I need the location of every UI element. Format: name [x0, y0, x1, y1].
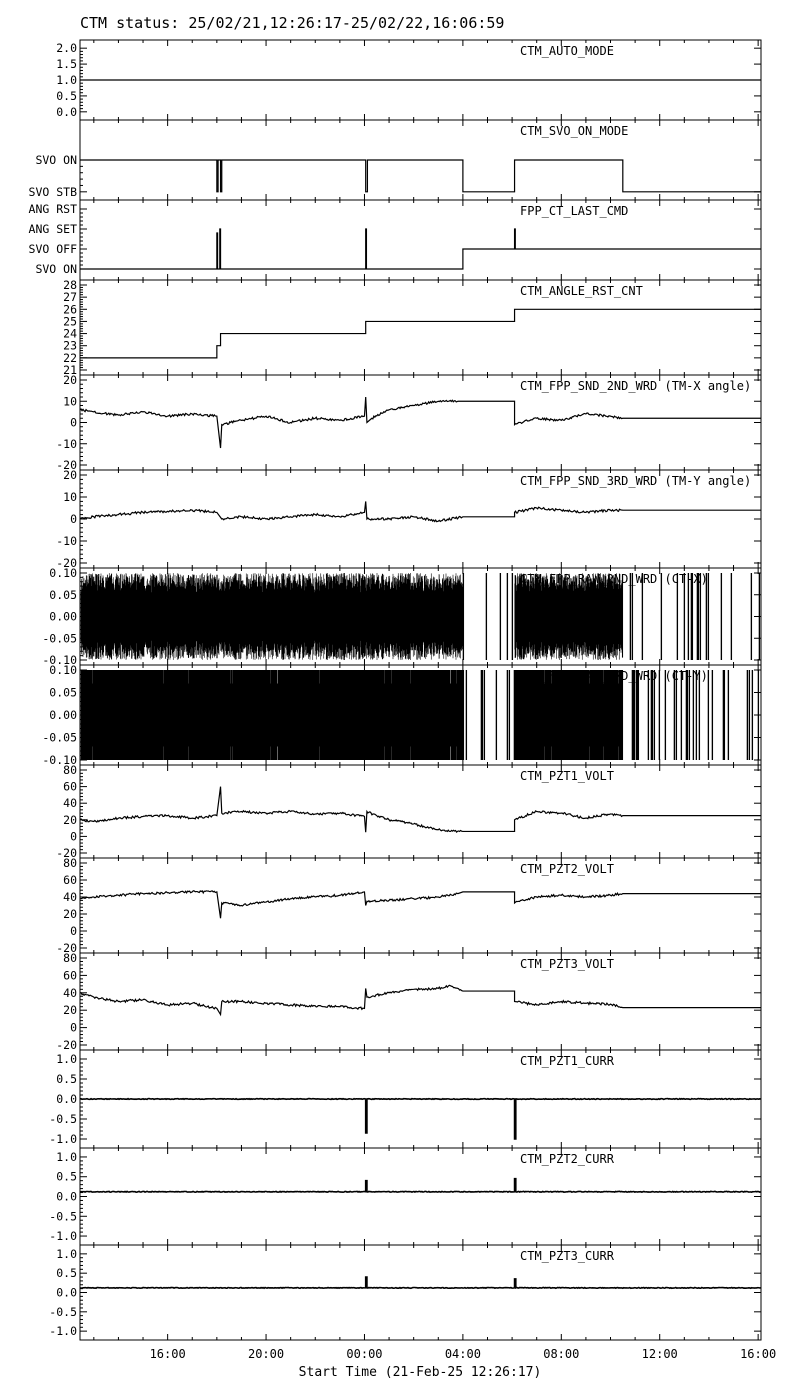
y-tick-label: 20 [63, 468, 77, 482]
series-line [80, 891, 761, 918]
y-tick-label: 1.0 [56, 1246, 77, 1261]
panel [56, 763, 761, 860]
x-tick-label: 08:00 [543, 1347, 580, 1361]
y-tick-label: 0 [70, 512, 77, 526]
panel [49, 1245, 761, 1340]
x-axis-label: Start Time (21-Feb-25 12:26:17) [298, 1365, 542, 1380]
y-tick-label: -0.5 [49, 1112, 77, 1126]
y-tick-label: SVO STB [28, 184, 77, 199]
y-tick-label: 1.5 [56, 57, 77, 72]
y-tick-label: 80 [63, 856, 77, 870]
x-tick-label: 16:00 [740, 1347, 777, 1361]
series-line [80, 397, 761, 448]
panel-title: CTM_FPP_SND_3RD_WRD (TM-Y angle) [520, 474, 752, 488]
panel-title: CTM_FPP_RAW_3RD_WRD (CT-Y) [520, 669, 708, 683]
y-tick-label: SVO ON [35, 153, 77, 167]
series-line [80, 787, 761, 833]
y-tick-label: 0.05 [49, 685, 77, 700]
panel-frame [80, 280, 761, 375]
y-tick-label: -0.10 [42, 753, 77, 767]
series-line [80, 1277, 761, 1288]
panel-title: CTM_FPP_RAW_2ND_WRD (CT-X) [520, 572, 708, 586]
y-tick-label: 0.00 [49, 708, 77, 722]
panel [63, 278, 761, 377]
panel-title: CTM_AUTO_MODE [520, 44, 614, 58]
panel-title: CTM_PZT3_CURR [520, 1249, 614, 1263]
y-tick-label: 0.5 [56, 88, 77, 103]
y-tick-label: 20 [63, 907, 77, 921]
panel-frame [80, 1245, 761, 1340]
y-tick-label: 1.0 [56, 73, 77, 87]
y-tick-label: -20 [56, 458, 77, 472]
panel-title: CTM_PZT1_VOLT [520, 769, 614, 783]
x-tick-label: 16:00 [149, 1347, 186, 1361]
y-tick-label: ANG SET [28, 222, 77, 236]
y-tick-label: 0.0 [56, 1189, 77, 1204]
y-tick-label: 60 [63, 968, 77, 983]
y-tick-label: SVO OFF [28, 242, 77, 256]
y-tick-label: -20 [56, 846, 77, 860]
y-tick-label: SVO ON [35, 262, 77, 276]
panel-title: CTM_PZT3_VOLT [520, 957, 614, 971]
y-tick-label: 0.5 [56, 1072, 77, 1086]
x-tick-label: 04:00 [444, 1347, 481, 1361]
y-tick-label: 2.0 [56, 41, 77, 56]
y-tick-label: 28 [63, 278, 77, 292]
y-tick-label: 1.0 [56, 1149, 77, 1164]
y-tick-label: 40 [63, 796, 77, 811]
panel [49, 1148, 761, 1245]
panel-title: CTM_PZT1_CURR [520, 1054, 614, 1068]
x-tick-label: 00:00 [346, 1347, 383, 1361]
y-tick-label: 0 [70, 1020, 77, 1035]
series-line [80, 1179, 761, 1192]
panel-title: CTM_FPP_SND_2ND_WRD (TM-X angle) [520, 379, 752, 393]
y-tick-label: 10 [63, 490, 77, 504]
panel [42, 566, 761, 667]
panel-frame [80, 1148, 761, 1245]
series-line [80, 160, 761, 192]
y-tick-label: 27 [63, 290, 77, 305]
panel-title: CTM_PZT2_VOLT [520, 862, 614, 876]
y-tick-label: 22 [63, 350, 77, 365]
y-tick-label: 0.5 [56, 1169, 77, 1184]
x-axis [150, 1347, 777, 1361]
panel [56, 40, 761, 120]
panel-frame [80, 765, 761, 858]
y-tick-label: -0.10 [42, 653, 77, 667]
y-tick-label: ANG RST [28, 202, 77, 216]
panel-title: FPP_CT_LAST_CMD [520, 204, 629, 218]
y-tick-label: 60 [63, 779, 77, 794]
series-line [80, 229, 761, 269]
x-tick-label: 20:00 [247, 1347, 285, 1361]
y-tick-label: 25 [63, 314, 77, 329]
y-tick-label: 0.5 [56, 1266, 77, 1281]
page-title: CTM status: 25/02/21,12:26:17-25/02/22,16:06:59 [80, 14, 505, 32]
y-tick-label: 26 [63, 302, 77, 317]
panel-frame [80, 953, 761, 1050]
y-tick-label: 80 [63, 951, 77, 965]
y-tick-label: 40 [63, 890, 77, 904]
y-tick-label: 0.10 [49, 566, 77, 580]
y-tick-label: -0.05 [42, 730, 77, 745]
panel [56, 373, 761, 472]
panel-frame [80, 858, 761, 953]
y-tick-label: -20 [56, 556, 77, 570]
y-tick-label: 21 [63, 363, 77, 377]
y-tick-label: 0.0 [56, 1285, 77, 1300]
panel [56, 856, 761, 955]
panel-frame [80, 200, 761, 280]
y-tick-label: 0.05 [49, 587, 77, 602]
panel [56, 951, 761, 1052]
y-tick-label: 60 [63, 873, 77, 887]
y-tick-label: -20 [56, 1038, 77, 1052]
y-tick-label: 0.0 [56, 1092, 77, 1106]
panel [42, 663, 761, 767]
y-tick-label: -0.5 [49, 1304, 77, 1319]
panel [56, 468, 761, 570]
panel [49, 1050, 761, 1148]
y-tick-label: 80 [63, 763, 77, 777]
y-tick-label: -20 [56, 941, 77, 955]
y-tick-label: 0 [70, 924, 77, 938]
y-tick-label: 0.10 [49, 663, 77, 677]
y-tick-label: 23 [63, 338, 77, 353]
y-tick-label: -10 [56, 436, 77, 451]
panels [29, 40, 762, 1340]
panel-title: CTM_ANGLE_RST_CNT [520, 284, 643, 298]
y-tick-label: 1.0 [56, 1052, 77, 1066]
y-tick-label: -10 [56, 534, 77, 548]
series-line [80, 1099, 761, 1139]
y-tick-label: 0 [70, 415, 77, 430]
panel-title: CTM_SVO_ON_MODE [520, 124, 629, 138]
y-tick-label: 20 [63, 1003, 77, 1018]
series-line [80, 501, 761, 521]
y-tick-label: 0.0 [56, 104, 77, 119]
y-tick-label: 20 [63, 373, 77, 387]
y-tick-label: -0.5 [49, 1209, 77, 1224]
y-tick-label: 24 [63, 326, 77, 341]
series-noise-band [81, 670, 759, 760]
y-tick-label: -1.0 [49, 1132, 77, 1146]
x-tick-label: 12:00 [641, 1347, 678, 1361]
panel-title: CTM_PZT2_CURR [520, 1152, 614, 1166]
series-line [80, 985, 761, 1014]
series-line [80, 309, 761, 358]
y-tick-label: -1.0 [49, 1229, 77, 1244]
y-tick-label: 0 [70, 829, 77, 844]
panel [29, 120, 762, 200]
y-tick-label: 0.00 [49, 609, 77, 624]
y-tick-label: 20 [63, 812, 77, 827]
panel [29, 200, 762, 280]
y-tick-label: -1.0 [49, 1324, 77, 1339]
y-tick-label: 10 [63, 394, 77, 409]
series-noise-band [81, 573, 760, 660]
y-tick-label: -0.05 [42, 631, 77, 646]
y-tick-label: 40 [63, 985, 77, 1000]
